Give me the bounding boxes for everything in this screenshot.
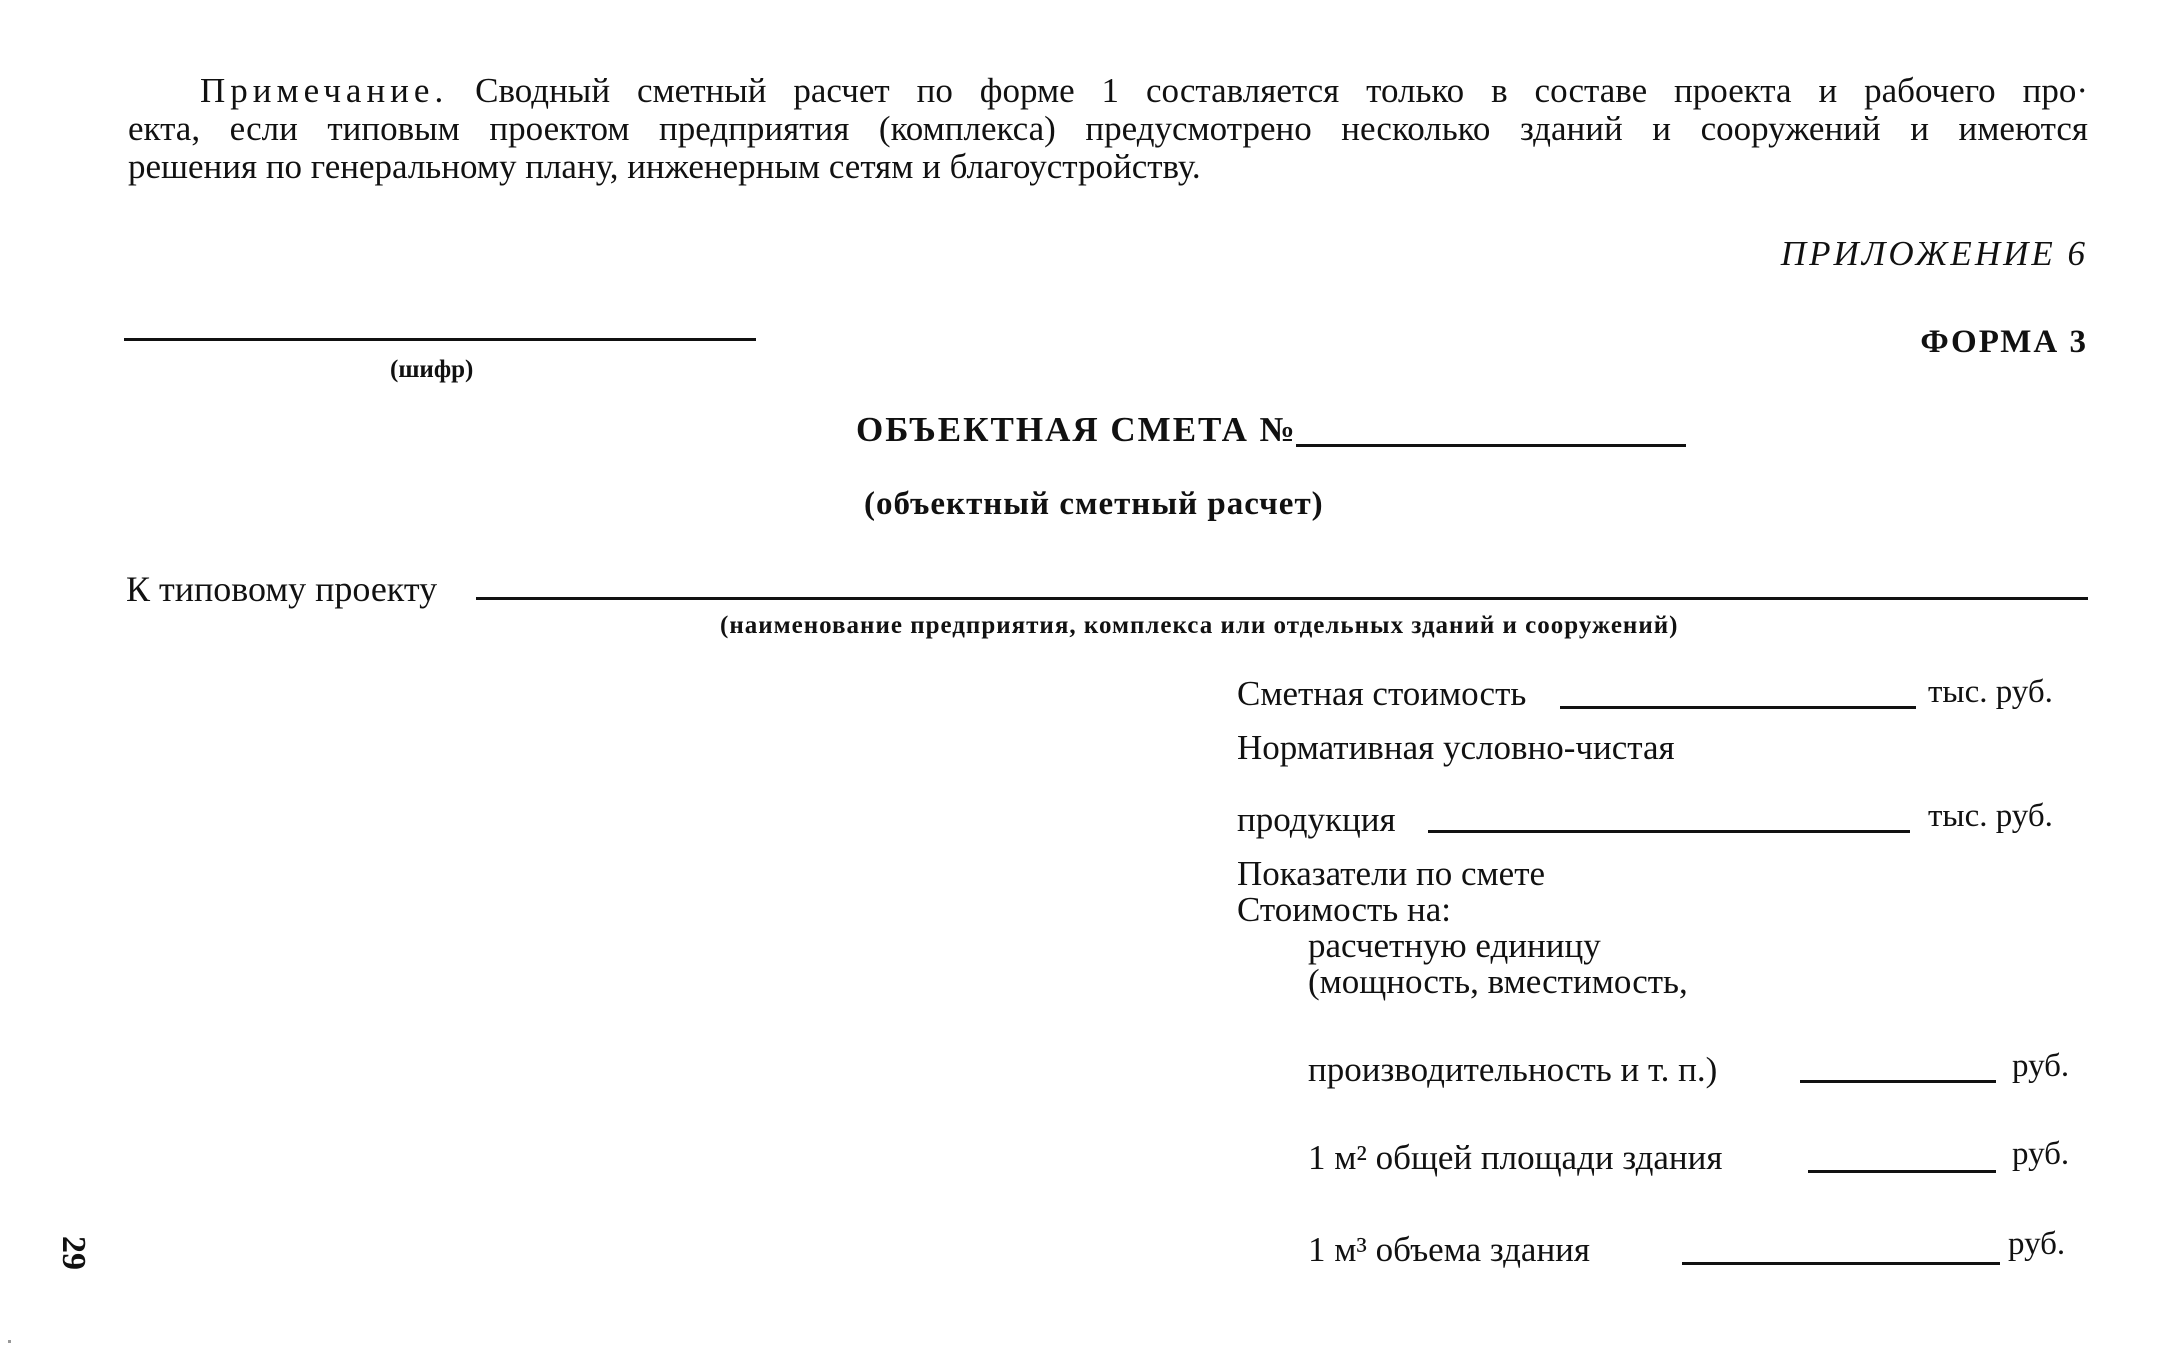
unit-cost-unit: руб. — [2012, 1048, 2070, 1084]
cipher-field-line[interactable] — [124, 338, 756, 341]
normative-product-line[interactable] — [1428, 830, 1910, 833]
page-number: 29 — [55, 1236, 92, 1270]
estimated-cost-unit: тыс. руб. — [1928, 674, 2053, 710]
normative-label-line1: Нормативная условно-чистая — [1237, 728, 1675, 767]
area-cost-line[interactable] — [1808, 1170, 1996, 1173]
appendix-label: ПРИЛОЖЕНИЕ 6 — [1780, 234, 2088, 273]
estimate-number-line[interactable] — [1296, 444, 1686, 447]
unit-label-line1: расчетную единицу — [1308, 926, 1601, 965]
note-line-1-text: Сводный сметный расчет по форме 1 составляется только в составе проекта и рабочего про· — [475, 71, 2088, 110]
cipher-caption: (шифр) — [390, 356, 474, 383]
estimated-cost-line[interactable] — [1560, 706, 1916, 709]
area-cost-label: 1 м² общей площади здания — [1308, 1138, 1723, 1177]
unit-label-line2: (мощность, вместимость, — [1308, 962, 1688, 1001]
project-caption: (наименование предприятия, комплекса или отдельных зданий и сооружений) — [720, 612, 1679, 639]
project-name-line[interactable] — [476, 597, 2088, 600]
form-label: ФОРМА 3 — [1920, 324, 2088, 360]
note-paragraph — [128, 72, 2088, 186]
unit-label-line3: производительность и т. п.) — [1308, 1050, 1718, 1089]
note-line-3: решения по генеральному плану, инженерным сетям и благоустройству. — [128, 147, 1201, 186]
project-label: К типовому проекту — [126, 569, 438, 609]
unit-cost-line[interactable] — [1800, 1080, 1996, 1083]
normative-product-unit: тыс. руб. — [1928, 798, 2053, 834]
normative-label-line2: продукция — [1237, 800, 1396, 839]
document-title: ОБЪЕКТНАЯ СМЕТА № — [856, 410, 1297, 449]
scan-speck — [8, 1340, 11, 1343]
note-line-2: екта, если типовым проектом предприятия (комплекса) предусмотрено несколько зданий и сооружений и имеются — [128, 109, 2088, 148]
area-cost-unit: руб. — [2012, 1136, 2070, 1172]
indicators-heading: Показатели по смете — [1237, 854, 1546, 893]
estimated-cost-label: Сметная стоимость — [1237, 674, 1527, 713]
document-subtitle: (объектный сметный расчет) — [864, 486, 1324, 522]
volume-cost-line[interactable] — [1682, 1262, 2000, 1265]
volume-cost-label: 1 м³ объема здания — [1308, 1230, 1590, 1269]
note-line-1 — [128, 72, 2088, 110]
note-lead: Примечание. — [200, 71, 449, 110]
cost-for-heading: Стоимость на: — [1237, 890, 1451, 929]
volume-cost-unit: руб. — [2008, 1226, 2066, 1262]
